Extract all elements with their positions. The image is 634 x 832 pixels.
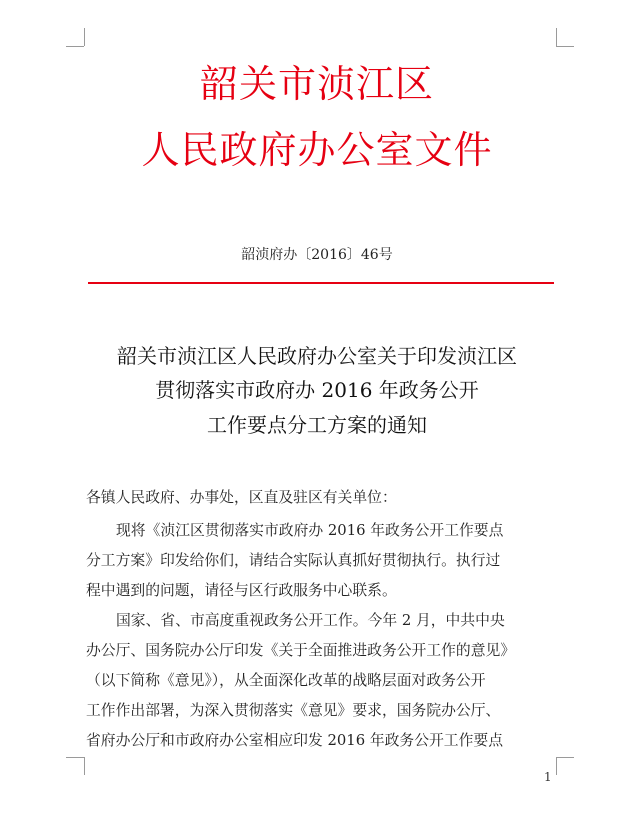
body-line: 程中遇到的问题，请径与区行政服务中心联系。 <box>86 582 397 599</box>
crop-mark-top-right <box>556 46 574 47</box>
crop-mark-top-right <box>556 28 557 46</box>
crop-mark-top-left <box>66 46 84 47</box>
subject-line-3: 工作要点分工方案的通知 <box>207 413 427 437</box>
body-line: 工作作出部署，为深入贯彻落实《意见》要求，国务院办公厅、 <box>86 702 501 719</box>
body-line: （以下简称《意见》），从全面深化改革的战略层面对政务公开 <box>86 672 486 689</box>
issuer-title-line-2: 人民政府办公室文件 <box>141 128 493 172</box>
crop-mark-bottom-right <box>556 757 557 775</box>
body-line: 现将《浈江区贯彻落实市政府办 2016 年政务公开工作要点 <box>116 522 504 539</box>
crop-mark-bottom-right <box>556 757 574 758</box>
body-line: 办公厅、国务院办公厅印发《关于全面推进政务公开工作的意见》 <box>86 642 516 659</box>
crop-mark-bottom-left <box>66 757 84 758</box>
page-number: 1 <box>544 770 552 784</box>
subject-line-2: 贯彻落实市政府办 2016 年政务公开 <box>155 378 479 402</box>
document-number: 韶浈府办〔2016〕46号 <box>241 247 393 263</box>
crop-mark-top-left <box>84 28 85 46</box>
subject-line-1: 韶关市浈江区人民政府办公室关于印发浈江区 <box>117 344 517 368</box>
crop-mark-bottom-left <box>84 757 85 775</box>
body-line: 省府办公厅和市政府办公室相应印发 2016 年政务公开工作要点 <box>86 732 503 749</box>
body-line: 分工方案》印发给你们，请结合实际认真抓好贯彻执行。执行过 <box>86 552 501 569</box>
issuer-title-line-1: 韶关市浈江区 <box>199 62 434 106</box>
red-separator-rule <box>88 282 554 284</box>
body-line: 国家、省、市高度重视政务公开工作。今年 2 月，中共中央 <box>116 612 505 629</box>
salutation: 各镇人民政府、办事处，区直及驻区有关单位： <box>86 489 397 506</box>
